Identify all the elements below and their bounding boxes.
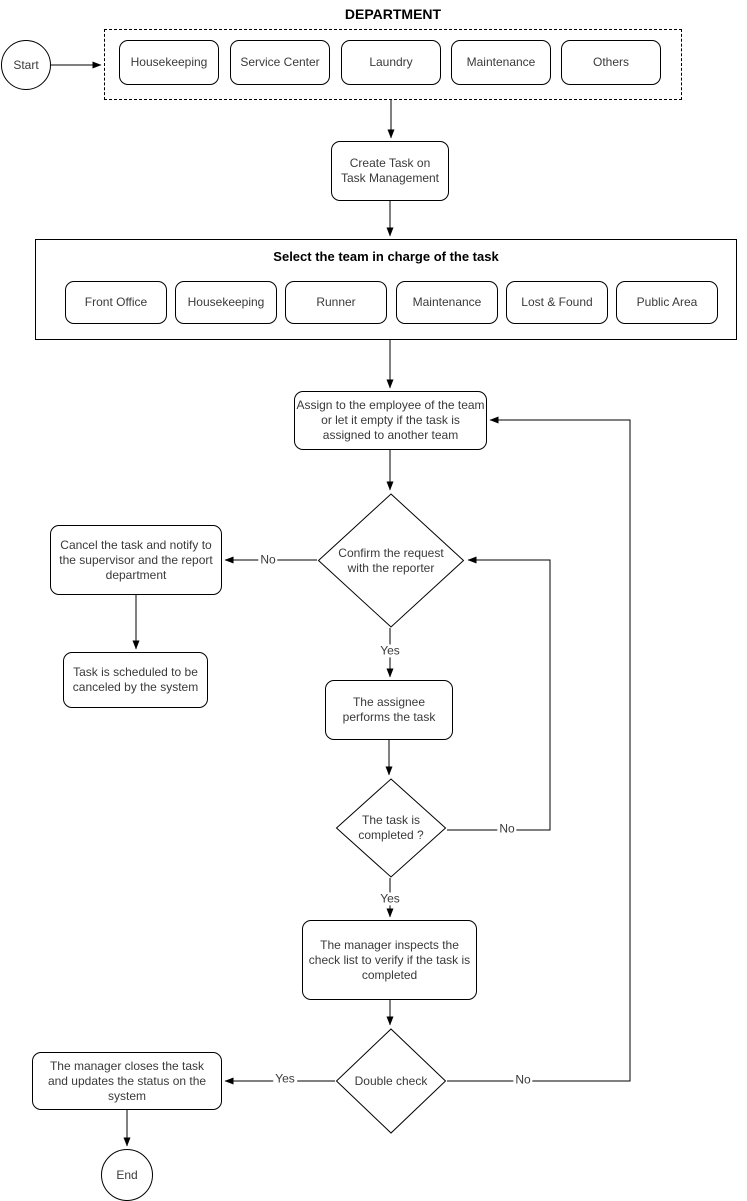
assign-employee-node: Assign to the employee of the team or let it empty if the task is assigned to another team <box>294 391 487 450</box>
start-node: Start <box>1 40 51 90</box>
department-item-laundry: Laundry <box>341 40 441 85</box>
confirm-request-decision <box>317 493 465 628</box>
manager-inspect-node: The manager inspects the check list to verify if the task is completed <box>302 920 477 1000</box>
double-check-label: Double check <box>354 1073 428 1088</box>
department-item-others: Others <box>561 40 661 85</box>
edge-label-completed-no: No <box>499 821 515 836</box>
edge-label-confirm-no: No <box>260 552 276 567</box>
department-item-housekeeping: Housekeeping <box>119 40 219 85</box>
task-completed-decision <box>335 778 447 878</box>
department-title: DEPARTMENT <box>344 6 442 22</box>
edge-label-completed-yes: Yes <box>380 891 400 906</box>
team-select-title: Select the team in charge of the task <box>273 249 499 264</box>
team-item-front-office: Front Office <box>65 281 167 324</box>
department-item-maintenance: Maintenance <box>451 40 551 85</box>
scheduled-cancel-node: Task is scheduled to be canceled by the system <box>63 652 208 708</box>
task-completed-label: The task is completed ? <box>358 813 424 842</box>
double-check-decision <box>335 1028 447 1134</box>
team-item-lost-found: Lost & Found <box>506 281 608 324</box>
close-task-node: The manager closes the task and updates the status on the system <box>32 1052 222 1110</box>
end-node: End <box>101 1149 153 1201</box>
edge-label-double-check-yes: Yes <box>275 1071 295 1086</box>
create-task-node: Create Task on Task Management <box>331 141 449 201</box>
team-item-housekeeping: Housekeeping <box>175 281 277 324</box>
confirm-request-label: Confirm the request with the reporter <box>338 545 444 575</box>
team-item-public-area: Public Area <box>616 281 718 324</box>
edge-label-double-check-no: No <box>515 1072 531 1087</box>
team-item-maintenance: Maintenance <box>396 281 498 324</box>
perform-task-node: The assignee performs the task <box>325 680 453 740</box>
edge-label-confirm-yes: Yes <box>380 643 400 658</box>
cancel-task-node: Cancel the task and notify to the supervisor and the report department <box>50 525 222 595</box>
department-item-service-center: Service Center <box>230 40 330 85</box>
team-item-runner: Runner <box>285 281 387 324</box>
